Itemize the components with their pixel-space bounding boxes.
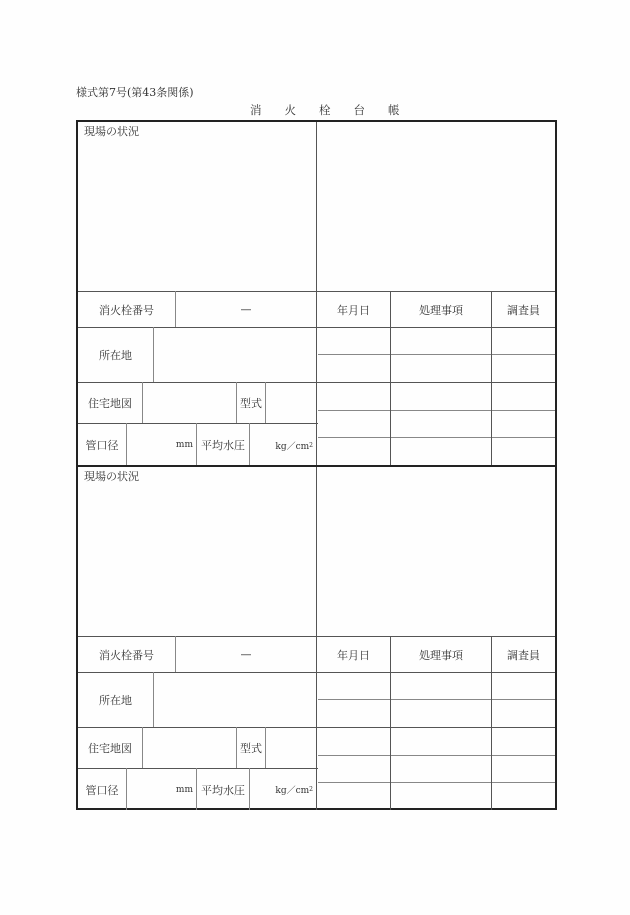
pipe-diameter-unit: mm [175, 784, 193, 795]
form-number: 様式第7号(第43条関係) [76, 86, 194, 99]
model-field[interactable] [266, 383, 316, 423]
avg-pressure-field[interactable] [250, 424, 313, 466]
location-field[interactable] [154, 673, 316, 727]
hydrant-number-field[interactable]: — [240, 648, 252, 661]
site-situation-label: 現場の状況 [84, 470, 139, 483]
pipe-diameter-unit: mm [175, 440, 193, 450]
log-row[interactable] [317, 783, 555, 810]
residential-map-field[interactable] [143, 728, 236, 768]
hydrant-ledger-sheet [76, 120, 557, 810]
log-header-inspector: 調査員 [507, 303, 540, 317]
log-row[interactable] [317, 355, 555, 382]
model-label: 型式 [240, 397, 262, 410]
log-row[interactable] [317, 673, 555, 699]
log-row[interactable] [317, 756, 555, 782]
log-header-date: 年月日 [337, 648, 370, 662]
avg-pressure-unit: kg／cm [275, 441, 310, 452]
site-photo-area[interactable] [317, 467, 555, 635]
pipe-diameter-field[interactable] [127, 769, 193, 810]
model-label: 型式 [240, 742, 262, 755]
site-photo-area[interactable] [317, 122, 555, 290]
log-row[interactable] [317, 700, 555, 727]
ledger-section-1 [78, 122, 555, 466]
log-row[interactable] [317, 438, 555, 466]
site-situation-label: 現場の状況 [84, 125, 139, 138]
log-row[interactable] [317, 411, 555, 437]
avg-pressure-unit-sup: 2 [309, 786, 313, 793]
model-field[interactable] [266, 728, 316, 768]
log-row[interactable] [317, 383, 555, 410]
ledger-section-2 [78, 467, 555, 811]
location-label: 所在地 [99, 349, 132, 362]
residential-map-label: 住宅地図 [88, 742, 132, 755]
avg-pressure-field[interactable] [250, 769, 313, 810]
hydrant-number-label: 消火栓番号 [99, 648, 154, 662]
log-header-date: 年月日 [337, 303, 370, 317]
log-row[interactable] [317, 728, 555, 755]
residential-map-label: 住宅地図 [88, 397, 132, 410]
location-label: 所在地 [99, 694, 132, 707]
log-header-action: 処理事項 [419, 303, 463, 317]
avg-pressure-unit-sup: 2 [309, 441, 313, 449]
document-title: 消 火 栓 台 帳 [250, 103, 400, 117]
pipe-diameter-field[interactable] [127, 424, 193, 466]
location-field[interactable] [154, 328, 316, 382]
log-header-inspector: 調査員 [507, 648, 540, 662]
avg-pressure-label: 平均水圧 [201, 783, 245, 797]
site-situation-area[interactable] [78, 138, 316, 290]
avg-pressure-label: 平均水圧 [201, 439, 245, 452]
pipe-diameter-label: 管口径 [85, 439, 119, 452]
log-row[interactable] [317, 328, 555, 354]
pipe-diameter-label: 管口径 [85, 783, 119, 797]
log-header-action: 処理事項 [419, 648, 463, 662]
residential-map-field[interactable] [143, 383, 236, 423]
site-situation-area[interactable] [78, 483, 316, 635]
hydrant-number-label: 消火栓番号 [99, 303, 154, 317]
hydrant-number-field[interactable]: — [240, 303, 252, 316]
avg-pressure-unit: kg／cm [275, 786, 310, 796]
